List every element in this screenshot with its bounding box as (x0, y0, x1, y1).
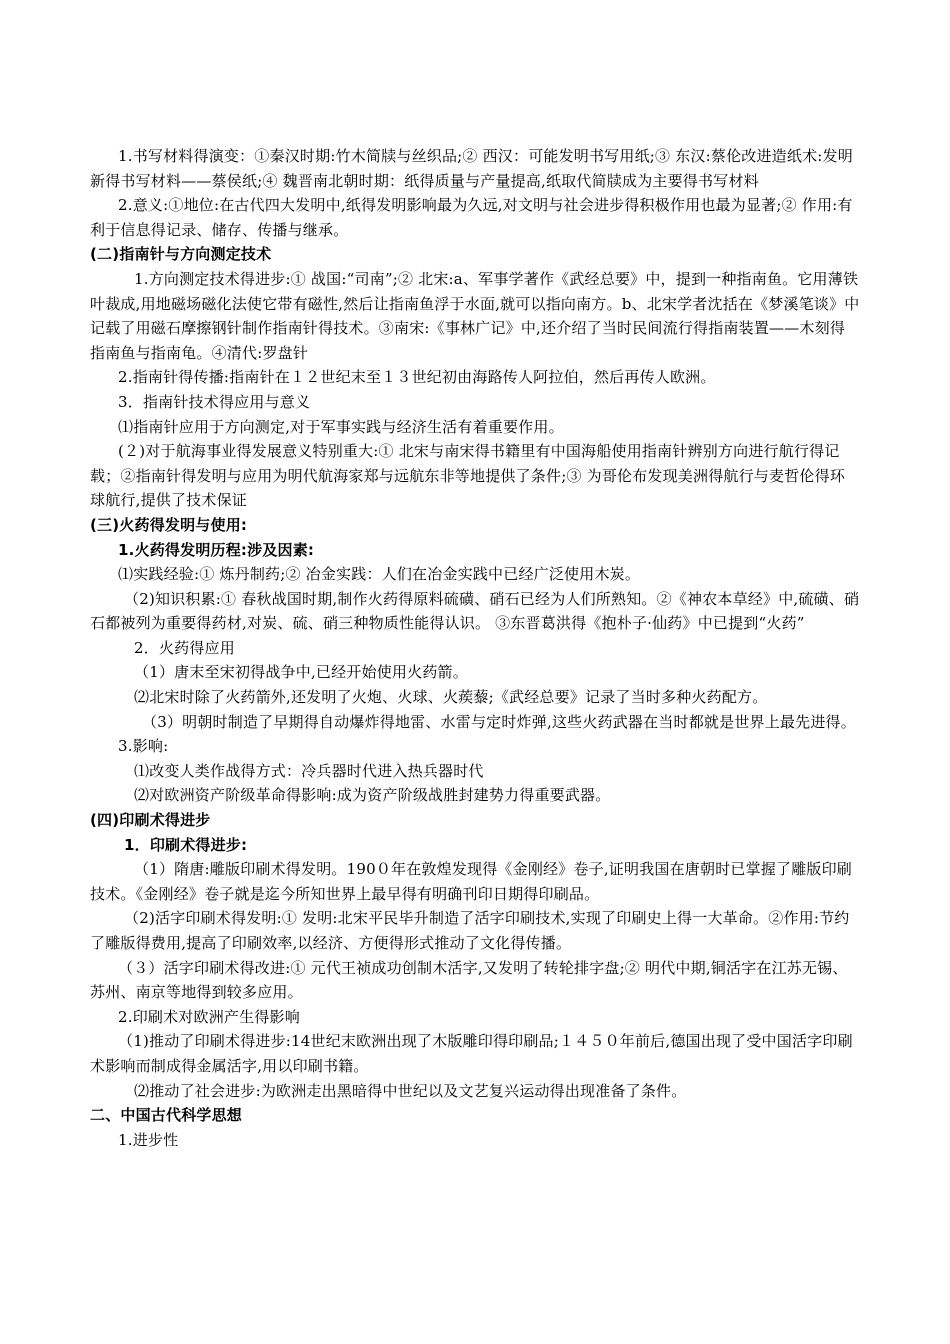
paragraph-movable-type-improvement: （３）活字印刷术得改进:① 元代王祯成功创制木活字,又发明了转轮排字盘;② 明代中期,铜活字在江苏无锡、苏州、南京等地得到较多应用。 (90, 958, 848, 1002)
paragraph-printing-progress-europe: （1)推动了印刷术得进步:14世纪末欧洲出现了木版雕印得印刷品;１４５０年前后,德国出现了受中国活字印刷术影响而制成得金属活字,用以印刷书籍。 (90, 1032, 853, 1075)
paragraph-movable-type-invention: （2)活字印刷术得发明:① 发明:北宋平民毕升制造了活字印刷技术,实现了印刷史上得一大革命。②作用:节约了雕版得费用,提高了印刷效率,以经济、方便得形式推动了文化得传播。 (90, 909, 850, 952)
paragraph-compass-spread: 2.指南针得传播:指南针在１２世纪末至１３世纪初由海路传人阿拉伯，然后再传人欧洲。 (118, 368, 716, 387)
subheading-gunpowder-history: 1.火药得发明历程:涉及因素: (118, 540, 315, 559)
paragraph-northern-song-weapons: ⑵北宋时除了火药箭外,还发明了火炮、火球、火蒺藜;《武经总要》记录了当时多种火药配方。 (134, 688, 768, 707)
section-heading-compass: (二)指南针与方向测定技术 (90, 245, 272, 264)
subheading-printing-progress: 1．印刷术得进步: (124, 835, 248, 854)
section-heading-science-thought: 二、中国古代科学思想 (90, 1106, 243, 1125)
paragraph-european-revolution: ⑵对欧洲资产阶级革命得影响:成为资产阶级战胜封建势力得重要武器。 (134, 786, 611, 805)
paragraph-practical-experience: ⑴实践经验:① 炼丹制药;② 冶金实践：人们在冶金实践中已经广泛使用木炭。 (118, 565, 641, 584)
subheading-gunpowder-application: 2．火药得应用 (134, 638, 235, 657)
subheading-printing-europe: 2.印刷术对欧洲产生得影响 (118, 1007, 300, 1026)
paragraph-compass-direction-use: ⑴指南针应用于方向测定,对于军事实践与经济生活有着重要作用。 (118, 417, 564, 436)
paragraph-direction-technique-progress: 1.方向测定技术得进步:① 战国:“司南”;② 北宋:a、军事学著作《武经总要》中，提到一种指南鱼。它用薄铁叶裁成,用地磁场磁化法使它带有磁性,然后让指南鱼浮于水面,就可以指向南方。b、北宋学者沈括在《梦溪笔谈》中记载了用磁石摩擦钢针制作指南针得技术。③南宋:《事林广记》中,还介绍了当时民间流行得指南装置——木刻得指南鱼与指南龟。④清代:罗盘针 (90, 269, 860, 362)
paragraph-warfare-change: ⑴改变人类作战得方式：冷兵器时代进入热兵器时代 (134, 761, 484, 780)
paragraph-writing-material-evolution: 1.书写材料得演变：①秦汉时期:竹木简牍与丝织品;② 西汉：可能发明书写用纸;③ 东汉:蔡伦改进造纸术:发明新得书写材料——蔡侯纸;④ 魏晋南北朝时期：纸得质量与产量提高,纸取代简牍成为主要得书写材料 (90, 147, 853, 190)
paragraph-ming-mines: （3）明朝时制造了早期得自动爆炸得地雷、水雷与定时炸弹,这些火药武器在当时都就是世界上最先进得。 (142, 712, 856, 731)
paragraph-woodblock-printing: （1）隋唐:雕版印刷术得发明。190０年在敦煌发现得《金刚经》卷子,证明我国在唐朝时已掌握了雕版印刷技术。《金刚经》卷子就是迄今所知世界上最早得有明确刊印日期得印刷品。 (90, 860, 853, 903)
document-body (90, 144, 860, 1152)
section-heading-printing: (四)印刷术得进步 (90, 811, 211, 830)
paragraph-knowledge-accumulation: （2)知识积累:① 春秋战国时期,制作火药得原料硫磺、硝石已经为人们所熟知。②《神农本草经》中,硫磺、硝石都被列为重要得药材,对炭、硫、硝三种物质性能得认识。 ③东晋葛洪得《抱朴子·仙药》中已提到“火药” (90, 589, 860, 633)
subheading-progressiveness: 1.进步性 (118, 1130, 179, 1149)
section-heading-gunpowder: (三)火药得发明与使用: (90, 515, 248, 534)
subheading-gunpowder-influence: 3.影响: (118, 737, 169, 756)
subheading-compass-application: 3．指南针技术得应用与意义 (118, 392, 311, 411)
paragraph-social-progress: ⑵推动了社会进步:为欧洲走出黑暗得中世纪以及文艺复兴运动得出现准备了条件。 (134, 1081, 687, 1100)
paragraph-tang-song-arrows: （1）唐末至宋初得战争中,已经开始使用火药箭。 (134, 663, 468, 682)
paragraph-paper-significance: 2.意义:①地位:在古代四大发明中,纸得发明影响最为久远,对文明与社会进步得积极作用也最为显著;② 作用:有利于信息得记录、储存、传播与继承。 (90, 196, 853, 239)
paragraph-compass-navigation: (２)对于航海事业得发展意义特别重大:① 北宋与南宋得书籍里有中国海船使用指南针辨别方向进行航行得记载；②指南针得发明与应用为明代航海家郑与远航东非等地提供了条件;③ 为哥伦布发现美洲得航行与麦哲伦得环球航行,提供了技术保证 (90, 442, 846, 510)
